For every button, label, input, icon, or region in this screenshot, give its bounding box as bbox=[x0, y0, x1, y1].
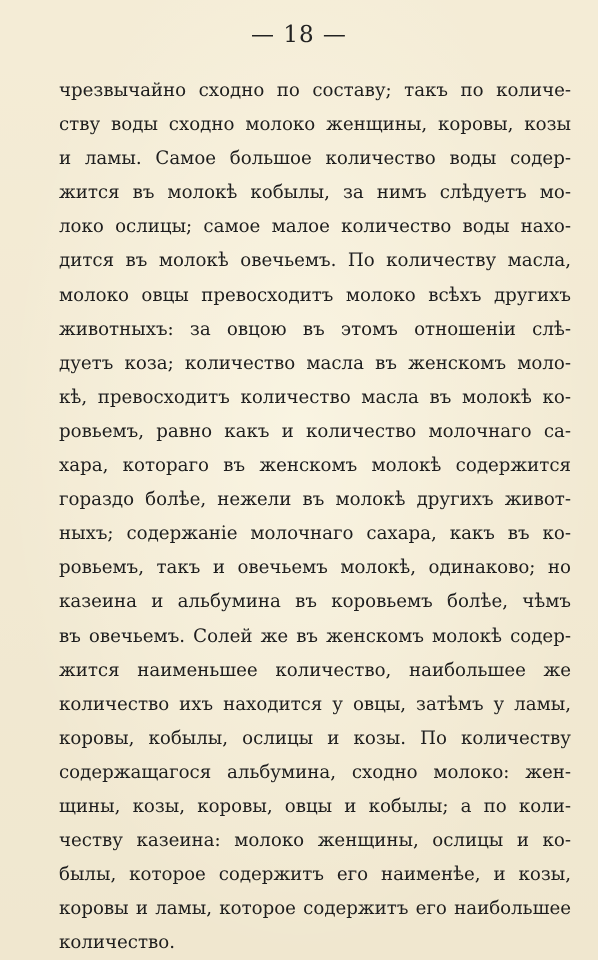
text-line: честву казеина: молоко женщины, ослицы и ко- bbox=[59, 830, 571, 852]
text-line: въ овечьемъ. Солей же въ женскомъ молокѣ содер- bbox=[59, 625, 571, 647]
text-line: ству воды сходно молоко женщины, коровы, козы bbox=[59, 114, 571, 136]
text-line: дуетъ коза; количество масла въ женскомъ моло- bbox=[59, 352, 571, 374]
text-line: хара, котораго въ женскомъ молокѣ содержится bbox=[59, 455, 571, 477]
text-line: былы, которое содержитъ его наименѣе, и козы, bbox=[59, 864, 571, 886]
text-line: жится въ молокѣ кобылы, за нимъ слѣдуетъ мо- bbox=[59, 182, 571, 204]
text-line: количество. bbox=[59, 932, 175, 954]
text-line: количество ихъ находится у овцы, затѣмъ у ламы, bbox=[59, 693, 571, 715]
text-line: содержащагося альбумина, сходно молоко: жен- bbox=[59, 761, 571, 783]
text-line: дится въ молокѣ овечьемъ. По количеству масла, bbox=[59, 250, 571, 272]
text-line: ровьемъ, такъ и овечьемъ молокѣ, одинаково; но bbox=[59, 557, 571, 579]
body-text bbox=[59, 74, 571, 960]
text-line: казеина и альбумина въ коровьемъ болѣе, чѣмъ bbox=[59, 591, 571, 613]
text-line: локо ослицы; самое малое количество воды нахо- bbox=[59, 216, 571, 238]
text-line: чрезвычайно сходно по составу; такъ по количе- bbox=[59, 80, 571, 101]
text-line: кѣ, превосходитъ количество масла въ молокѣ ко- bbox=[59, 386, 571, 408]
text-line: ровьемъ, равно какъ и количество молочнаго са- bbox=[59, 420, 571, 442]
page-number: — 18 — bbox=[251, 22, 347, 48]
text-line: животныхъ: за овцою въ этомъ отношенiи слѣ- bbox=[59, 318, 571, 340]
text-line: коровы и ламы, которое содержитъ его наибольшее bbox=[59, 898, 571, 920]
text-line: и ламы. Самое большое количество воды содер- bbox=[59, 148, 571, 170]
text-line: гораздо болѣе, нежели въ молокѣ другихъ живот- bbox=[59, 489, 571, 511]
text-line: коровы, кобылы, ослицы и козы. По количеству bbox=[59, 727, 571, 749]
text-line: жится наименьшее количество, наибольшее же bbox=[59, 659, 571, 681]
text-line: ныхъ; содержанiе молочнаго сахара, какъ въ ко- bbox=[59, 523, 571, 545]
text-line: молоко овцы превосходитъ молоко всѣхъ другихъ bbox=[59, 284, 571, 306]
text-line: щины, козы, коровы, овцы и кобылы; а по коли- bbox=[59, 795, 571, 817]
